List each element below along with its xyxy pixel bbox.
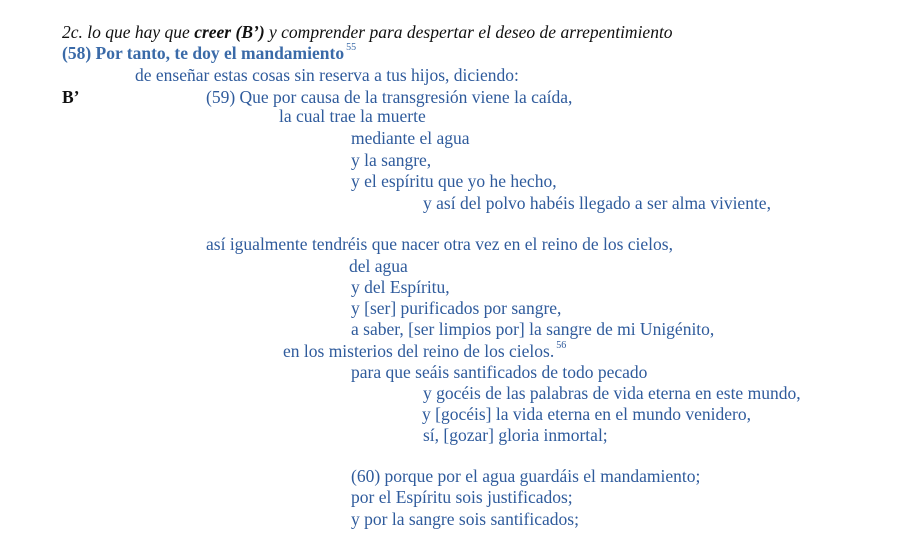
verse-line: sí, [gozar] gloria inmortal; xyxy=(423,425,608,445)
verse-line: y así del polvo habéis llegado a ser alma viviente, xyxy=(423,193,771,213)
verse-line: la cual trae la muerte xyxy=(279,106,426,126)
footnote-ref-56[interactable]: 56 xyxy=(556,340,567,352)
verse-line: y del Espíritu, xyxy=(351,277,450,297)
verse-line: y la sangre, xyxy=(351,150,432,170)
verse-line: y el espíritu que yo he hecho, xyxy=(351,171,557,191)
verse-line: a saber, [ser limpios por] la sangre de mi Unigénito, xyxy=(351,319,715,339)
verse-line: y por la sangre sois santificados; xyxy=(351,509,579,529)
heading-emphasis: creer (B’) xyxy=(194,22,265,42)
verse-line: de enseñar estas cosas sin reserva a tus hijos, diciendo: xyxy=(135,65,519,85)
verse-line: y gocéis de las palabras de vida eterna en este mundo, xyxy=(423,383,801,403)
verse-line: del agua xyxy=(349,256,408,276)
verse-58-line xyxy=(62,42,356,64)
verse-line: por el Espíritu sois justificados; xyxy=(351,487,573,507)
verse-line: y [gocéis] la vida eterna en el mundo venidero, xyxy=(422,404,751,424)
footnote-ref-55[interactable]: 55 xyxy=(346,42,357,54)
verse-text: (58) Por tanto, te doy el mandamiento xyxy=(62,43,345,63)
heading-prefix: 2c. lo que hay que xyxy=(62,22,195,42)
verse-line xyxy=(283,340,566,362)
verse-60-line: (60) porque por el agua guardáis el mandamiento; xyxy=(351,466,701,486)
verse-line: y [ser] purificados por sangre, xyxy=(351,298,562,318)
verse-line: así igualmente tendréis que nacer otra vez en el reino de los cielos, xyxy=(206,234,673,254)
verse-text: en los misterios del reino de los cielos. xyxy=(283,341,555,361)
verse-59-line: (59) Que por causa de la transgresión viene la caída, xyxy=(206,87,573,107)
heading-suffix: y comprender para despertar el deseo de arrepentimiento xyxy=(264,22,673,42)
section-heading xyxy=(62,21,673,43)
verse-line: para que seáis santificados de todo pecado xyxy=(351,362,648,382)
verse-line: mediante el agua xyxy=(351,128,470,148)
structure-marker: B’ xyxy=(62,87,80,107)
